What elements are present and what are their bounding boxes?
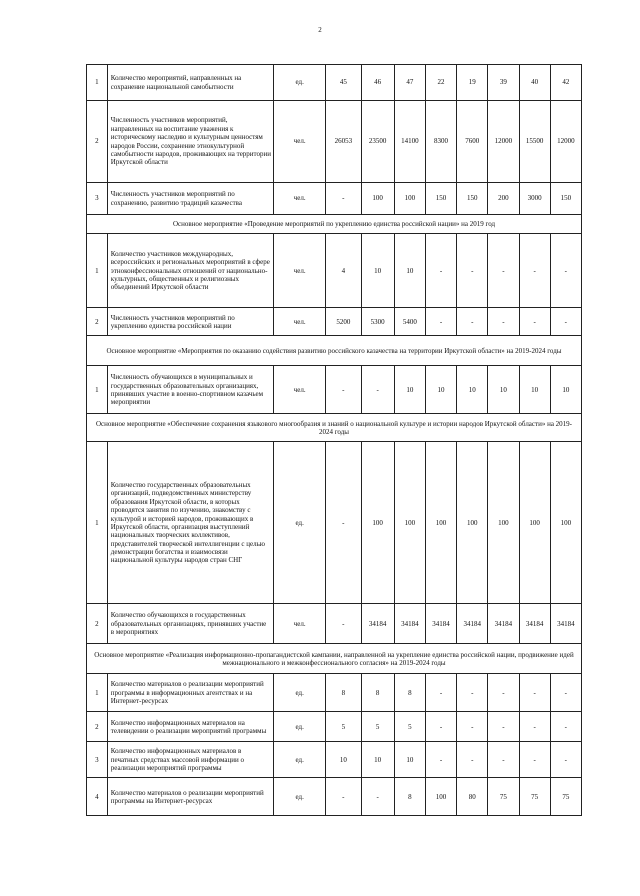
- value-cell: 8: [394, 778, 425, 816]
- value-cell: -: [550, 712, 581, 742]
- value-cell: 8: [361, 674, 394, 712]
- indicator-name-cell: Количество материалов о реализации мероприятий программы в информационных агентствах и на Интернет-ресурсах: [107, 674, 273, 712]
- value-cell: -: [326, 366, 361, 414]
- value-cell: 100: [488, 442, 519, 604]
- value-cell: 75: [550, 778, 581, 816]
- table-row: [87, 101, 582, 183]
- row-number-cell: 3: [87, 183, 108, 215]
- indicator-name-cell: Численность обучающихся в муниципальных и государственных образовательных организациях, принявших участие в военно-спортивном казачьем мероприятии: [107, 366, 273, 414]
- indicator-name-cell: Количество обучающихся в государственных образовательных организациях, принявших участие в мероприятиях: [107, 604, 273, 644]
- row-number-cell: 2: [87, 604, 108, 644]
- value-cell: -: [488, 742, 519, 778]
- indicator-name-cell: Количество информационных материалов в печатных средствах массовой информации о реализации мероприятий программы: [107, 742, 273, 778]
- value-cell: 34184: [519, 604, 550, 644]
- value-cell: -: [488, 674, 519, 712]
- section-header-row: [87, 215, 582, 234]
- value-cell: -: [519, 712, 550, 742]
- indicators-table: [86, 64, 582, 816]
- value-cell: 100: [457, 442, 488, 604]
- row-number-cell: 3: [87, 742, 108, 778]
- indicator-name-cell: Численность участников мероприятий по укреплению единства российской нации: [107, 308, 273, 336]
- table-row: [87, 234, 582, 308]
- value-cell: 5300: [361, 308, 394, 336]
- value-cell: 39: [488, 65, 519, 101]
- value-cell: 8: [394, 674, 425, 712]
- value-cell: 23500: [361, 101, 394, 183]
- unit-cell: чел.: [274, 101, 326, 183]
- value-cell: 150: [425, 183, 456, 215]
- row-number-cell: 2: [87, 712, 108, 742]
- row-number-cell: 1: [87, 234, 108, 308]
- table-row: [87, 674, 582, 712]
- unit-cell: ед.: [274, 442, 326, 604]
- unit-cell: чел.: [274, 604, 326, 644]
- row-number-cell: 2: [87, 101, 108, 183]
- section-title: Основное мероприятие «Обеспечение сохранения языкового многообразия и знаний о национальной культуре и истории народов Иркутской области» на 2019-2024 годы: [87, 414, 582, 442]
- value-cell: -: [326, 442, 361, 604]
- value-cell: 22: [425, 65, 456, 101]
- value-cell: 80: [457, 778, 488, 816]
- value-cell: 150: [550, 183, 581, 215]
- value-cell: 200: [488, 183, 519, 215]
- value-cell: -: [488, 712, 519, 742]
- value-cell: 34184: [457, 604, 488, 644]
- value-cell: 34184: [394, 604, 425, 644]
- unit-cell: ед.: [274, 712, 326, 742]
- value-cell: -: [550, 742, 581, 778]
- section-header-row: [87, 414, 582, 442]
- value-cell: 34184: [488, 604, 519, 644]
- table-row: [87, 604, 582, 644]
- indicator-name-cell: Количество участников международных, всероссийских и региональных мероприятий в сфере этноконфессиональных отношений от национально-культурных, общественных и религиозных объединений Иркутской области: [107, 234, 273, 308]
- section-header-row: [87, 644, 582, 674]
- table-row: [87, 742, 582, 778]
- value-cell: 8: [326, 674, 361, 712]
- value-cell: -: [488, 234, 519, 308]
- value-cell: 46: [361, 65, 394, 101]
- value-cell: -: [457, 308, 488, 336]
- value-cell: 75: [488, 778, 519, 816]
- row-number-cell: 1: [87, 674, 108, 712]
- section-title: Основное мероприятие «Проведение мероприятий по укреплению единства российской нации» на 2019 год: [87, 215, 582, 234]
- value-cell: 100: [425, 778, 456, 816]
- unit-cell: ед.: [274, 742, 326, 778]
- value-cell: 10: [361, 742, 394, 778]
- table-row: [87, 778, 582, 816]
- value-cell: -: [425, 712, 456, 742]
- value-cell: -: [326, 778, 361, 816]
- value-cell: 100: [394, 183, 425, 215]
- indicator-name-cell: Количество государственных образовательных организаций, подведомственных министерству образования Иркутской области, в которых проводятся занятия по изучению, знакомству с культурой и историей народов, проживающих в Иркутской области, организация выступлений национальных творческих коллективов, представителей творческой интеллигенции с целью демонстрации богатства и взаимосвязи национальной культуры народов стран СНГ: [107, 442, 273, 604]
- value-cell: -: [550, 234, 581, 308]
- value-cell: 75: [519, 778, 550, 816]
- value-cell: 8300: [425, 101, 456, 183]
- value-cell: 150: [457, 183, 488, 215]
- value-cell: 10: [394, 366, 425, 414]
- value-cell: -: [550, 308, 581, 336]
- value-cell: 10: [361, 234, 394, 308]
- table-row: [87, 308, 582, 336]
- value-cell: -: [425, 742, 456, 778]
- value-cell: 19: [457, 65, 488, 101]
- value-cell: 14100: [394, 101, 425, 183]
- value-cell: 7600: [457, 101, 488, 183]
- value-cell: -: [425, 674, 456, 712]
- unit-cell: ед.: [274, 778, 326, 816]
- row-number-cell: 1: [87, 442, 108, 604]
- table-row: [87, 442, 582, 604]
- table-row: [87, 183, 582, 215]
- value-cell: 12000: [550, 101, 581, 183]
- value-cell: -: [326, 604, 361, 644]
- value-cell: 5: [326, 712, 361, 742]
- value-cell: 10: [519, 366, 550, 414]
- value-cell: 5: [394, 712, 425, 742]
- value-cell: 10: [457, 366, 488, 414]
- value-cell: -: [457, 674, 488, 712]
- value-cell: 5200: [326, 308, 361, 336]
- value-cell: 34184: [425, 604, 456, 644]
- indicator-name-cell: Количество мероприятий, направленных на сохранение национальной самобытности: [107, 65, 273, 101]
- value-cell: -: [361, 366, 394, 414]
- value-cell: 100: [361, 183, 394, 215]
- value-cell: -: [361, 778, 394, 816]
- value-cell: -: [457, 712, 488, 742]
- unit-cell: чел.: [274, 183, 326, 215]
- value-cell: -: [457, 234, 488, 308]
- value-cell: -: [326, 183, 361, 215]
- unit-cell: чел.: [274, 234, 326, 308]
- value-cell: -: [425, 234, 456, 308]
- value-cell: 26053: [326, 101, 361, 183]
- value-cell: 4: [326, 234, 361, 308]
- value-cell: 10: [394, 234, 425, 308]
- unit-cell: чел.: [274, 366, 326, 414]
- value-cell: 10: [326, 742, 361, 778]
- value-cell: 5: [361, 712, 394, 742]
- section-title: Основное мероприятие «Мероприятия по оказанию содействия развитию российского казачества на территории Иркутской области» на 2019-2024 годы: [87, 336, 582, 366]
- table-row: [87, 712, 582, 742]
- section-header-row: [87, 336, 582, 366]
- value-cell: 100: [519, 442, 550, 604]
- value-cell: -: [519, 234, 550, 308]
- value-cell: 47: [394, 65, 425, 101]
- page-number: 2: [318, 26, 322, 34]
- value-cell: 10: [394, 742, 425, 778]
- value-cell: 10: [550, 366, 581, 414]
- value-cell: -: [519, 674, 550, 712]
- value-cell: 34184: [550, 604, 581, 644]
- value-cell: 5400: [394, 308, 425, 336]
- row-number-cell: 1: [87, 65, 108, 101]
- row-number-cell: 2: [87, 308, 108, 336]
- value-cell: -: [425, 308, 456, 336]
- value-cell: 12000: [488, 101, 519, 183]
- indicator-name-cell: Численность участников мероприятий по сохранению, развитию традиций казачества: [107, 183, 273, 215]
- value-cell: 40: [519, 65, 550, 101]
- value-cell: 34184: [361, 604, 394, 644]
- row-number-cell: 4: [87, 778, 108, 816]
- unit-cell: чел.: [274, 308, 326, 336]
- value-cell: -: [550, 674, 581, 712]
- row-number-cell: 1: [87, 366, 108, 414]
- indicator-name-cell: Количество материалов о реализации мероприятий программы на Интернет-ресурсах: [107, 778, 273, 816]
- table-row: [87, 65, 582, 101]
- value-cell: -: [519, 742, 550, 778]
- value-cell: -: [519, 308, 550, 336]
- value-cell: -: [488, 308, 519, 336]
- value-cell: 15500: [519, 101, 550, 183]
- value-cell: 100: [425, 442, 456, 604]
- indicator-name-cell: Численность участников мероприятий, направленных на воспитание уважения к историческому наследию и культурным ценностям народов России, сохранение этнокультурной самобытности народов, проживающих на территории Иркутской области: [107, 101, 273, 183]
- value-cell: 100: [361, 442, 394, 604]
- value-cell: 3000: [519, 183, 550, 215]
- section-title: Основное мероприятие «Реализация информационно-пропагандистской кампании, направленной на укрепление единства российской нации, продвижение идей межнационального и межконфессионального согласия» на 2019-2024 годы: [87, 644, 582, 674]
- unit-cell: ед.: [274, 65, 326, 101]
- value-cell: 45: [326, 65, 361, 101]
- value-cell: 100: [394, 442, 425, 604]
- value-cell: 10: [425, 366, 456, 414]
- unit-cell: ед.: [274, 674, 326, 712]
- value-cell: 100: [550, 442, 581, 604]
- value-cell: 42: [550, 65, 581, 101]
- value-cell: -: [457, 742, 488, 778]
- indicator-name-cell: Количество информационных материалов на телевидении о реализации мероприятий программы: [107, 712, 273, 742]
- value-cell: 10: [488, 366, 519, 414]
- table-row: [87, 366, 582, 414]
